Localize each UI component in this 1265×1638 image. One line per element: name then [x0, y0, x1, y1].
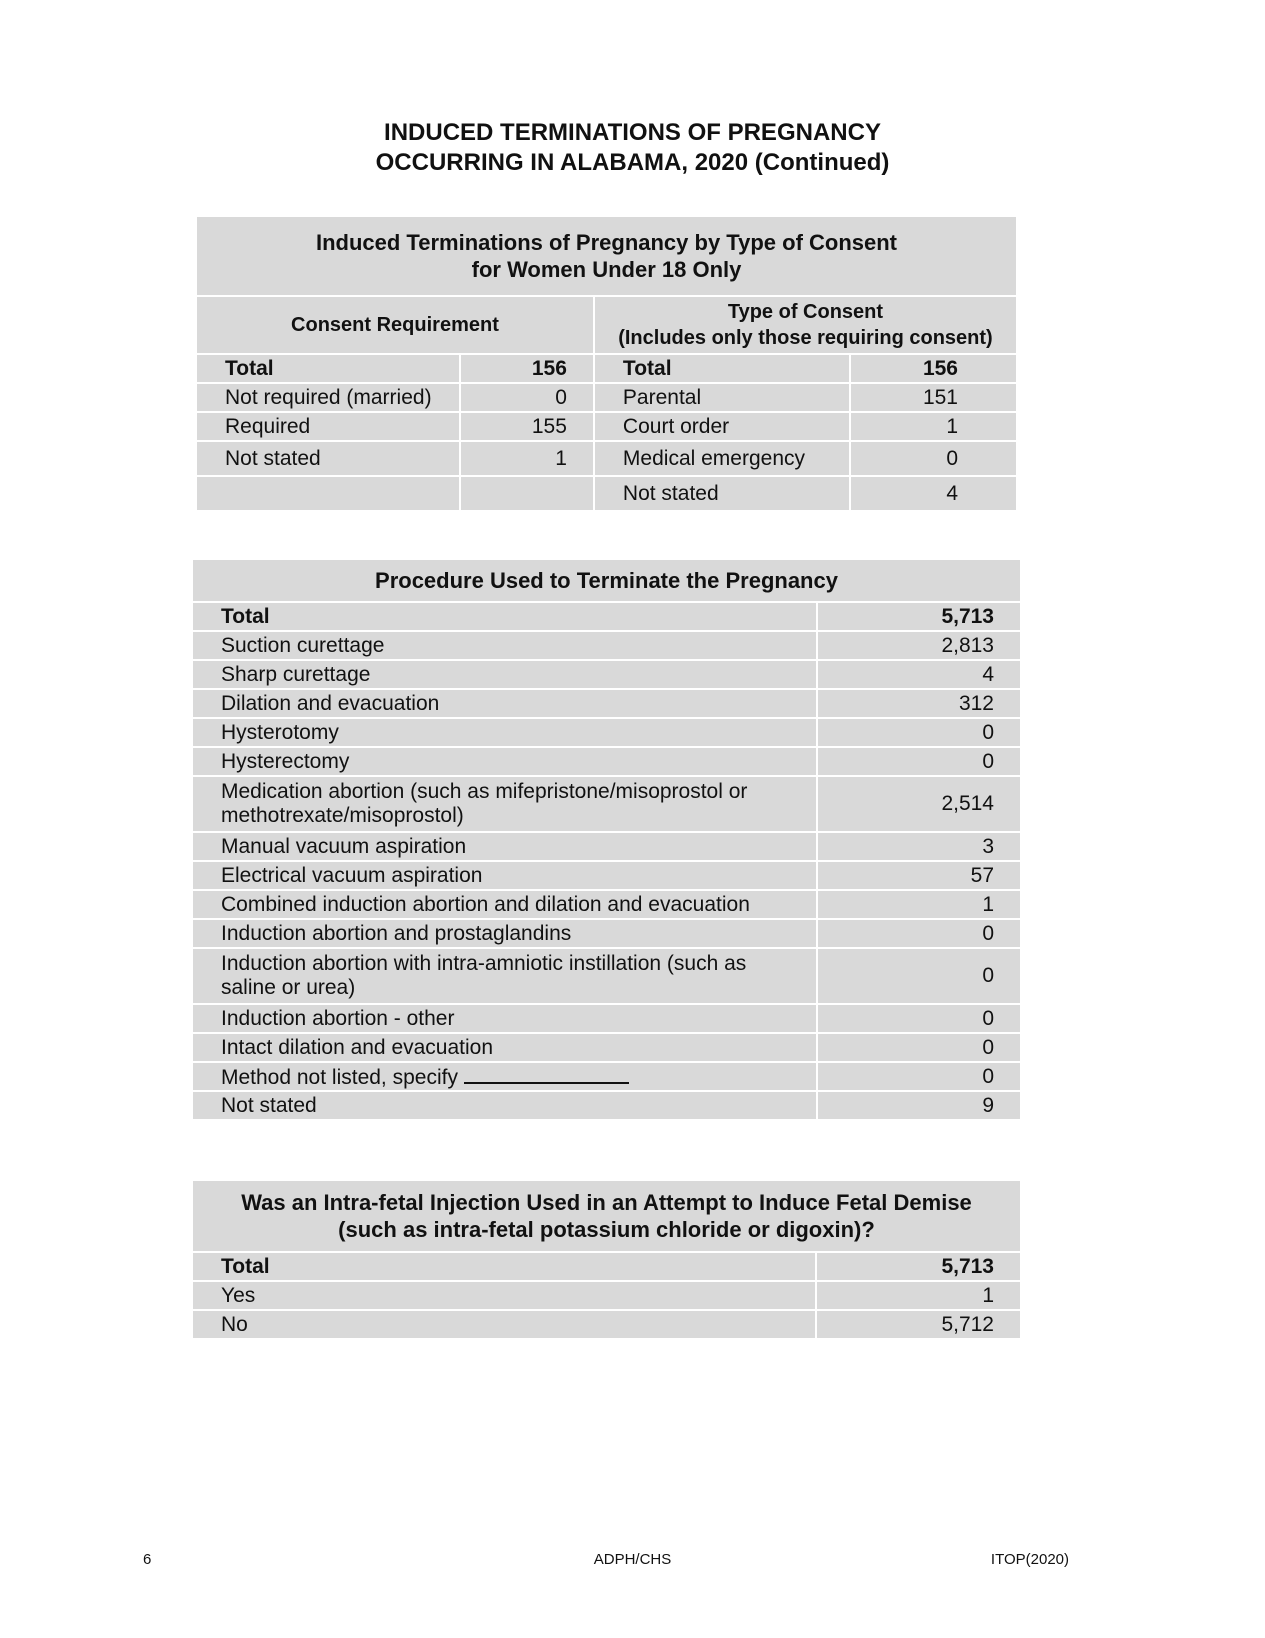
row-label: Hysterectomy	[192, 747, 817, 776]
row-value: 4	[850, 476, 1017, 511]
consent-type-header	[594, 296, 1017, 354]
row-value: 0	[817, 1033, 1021, 1062]
table-row	[192, 1252, 1021, 1281]
row-label: Not stated	[196, 441, 460, 476]
row-value: 0	[850, 441, 1017, 476]
footer-right: ITOP(2020)	[990, 1551, 1069, 1568]
injection-table	[191, 1179, 1022, 1340]
table-row	[192, 919, 1021, 948]
row-value: 0	[817, 1004, 1021, 1033]
row-value: 0	[817, 718, 1021, 747]
table-row	[196, 412, 1017, 441]
table-row	[192, 747, 1021, 776]
row-value: 2,514	[817, 776, 1021, 832]
row-label: Court order	[594, 412, 850, 441]
row-label: No	[192, 1310, 816, 1339]
row-value: 4	[817, 660, 1021, 689]
injection-title-line1: Was an Intra-fetal Injection Used in an Attempt to Induce Fetal Demise	[241, 1190, 972, 1215]
injection-title-line2: (such as intra-fetal potassium chloride or digoxin)?	[338, 1217, 875, 1242]
row-label: Manual vacuum aspiration	[192, 832, 817, 861]
row-value: 2,813	[817, 631, 1021, 660]
table-row	[192, 1062, 1021, 1091]
row-value: 57	[817, 861, 1021, 890]
table-row	[192, 1310, 1021, 1339]
table-row	[192, 1004, 1021, 1033]
row-label-line2: methotrexate/misoprostol)	[221, 804, 464, 827]
specify-blank-line	[464, 1064, 629, 1084]
table-row	[192, 660, 1021, 689]
consent-requirement-header: Consent Requirement	[196, 296, 594, 354]
row-value: 0	[817, 919, 1021, 948]
consent-table	[195, 215, 1018, 512]
table-row	[192, 602, 1021, 631]
row-value: 5,713	[816, 1252, 1021, 1281]
table-row	[192, 718, 1021, 747]
table-row	[192, 861, 1021, 890]
page-number: 6	[143, 1551, 152, 1568]
empty-cell	[196, 476, 460, 511]
row-value: 0	[817, 948, 1021, 1004]
injection-table-title	[192, 1180, 1021, 1252]
table-row	[196, 441, 1017, 476]
table-row	[192, 832, 1021, 861]
row-value: 156	[460, 354, 594, 383]
table-row	[192, 1033, 1021, 1062]
table-row	[192, 948, 1021, 1004]
row-label: Hysterotomy	[192, 718, 817, 747]
row-label: Total	[192, 602, 817, 631]
table-row	[192, 1281, 1021, 1310]
row-label	[192, 948, 817, 1004]
row-value: 5,712	[816, 1310, 1021, 1339]
row-label: Not stated	[192, 1091, 817, 1120]
table-row	[192, 890, 1021, 919]
consent-title-line1: Induced Terminations of Pregnancy by Type of Consent	[315, 230, 898, 255]
consent-type-header-line1: Type of Consent	[727, 301, 884, 323]
row-value: 1	[850, 412, 1017, 441]
table-row	[192, 1091, 1021, 1120]
row-label: Intact dilation and evacuation	[192, 1033, 817, 1062]
row-label-line1: Induction abortion with intra-amniotic instillation (such as	[221, 952, 747, 975]
row-value: 1	[817, 890, 1021, 919]
procedure-table	[191, 558, 1022, 1121]
procedure-table-title: Procedure Used to Terminate the Pregnancy	[192, 559, 1021, 602]
row-label	[192, 776, 817, 832]
row-label: Sharp curettage	[192, 660, 817, 689]
row-value: 0	[460, 383, 594, 412]
table-row	[196, 354, 1017, 383]
row-label: Dilation and evacuation	[192, 689, 817, 718]
row-label	[192, 1062, 817, 1091]
table-row	[196, 383, 1017, 412]
table-row	[192, 776, 1021, 832]
row-label: Combined induction abortion and dilation and evacuation	[192, 890, 817, 919]
row-value: 0	[817, 747, 1021, 776]
consent-table-title	[196, 216, 1017, 296]
row-value: 9	[817, 1091, 1021, 1120]
page-title	[0, 118, 1265, 178]
table-row	[196, 476, 1017, 511]
row-label: Required	[196, 412, 460, 441]
row-value: 3	[817, 832, 1021, 861]
row-value: 5,713	[817, 602, 1021, 631]
row-value: 151	[850, 383, 1017, 412]
row-label-text: Method not listed, specify	[221, 1065, 458, 1089]
row-label: Not required (married)	[196, 383, 460, 412]
row-value: 1	[816, 1281, 1021, 1310]
table-row	[192, 631, 1021, 660]
consent-type-header-line2: (Includes only those requiring consent)	[618, 327, 993, 349]
row-label: Induction abortion - other	[192, 1004, 817, 1033]
page-title-line1: INDUCED TERMINATIONS OF PREGNANCY	[384, 119, 881, 146]
row-value: 0	[817, 1062, 1021, 1091]
row-value: 1	[460, 441, 594, 476]
row-label: Not stated	[594, 476, 850, 511]
row-label: Total	[192, 1252, 816, 1281]
row-label: Electrical vacuum aspiration	[192, 861, 817, 890]
row-label: Induction abortion and prostaglandins	[192, 919, 817, 948]
row-label-line1: Medication abortion (such as mifepristone/misoprostol or	[221, 780, 748, 803]
table-row	[192, 689, 1021, 718]
row-value: 156	[850, 354, 1017, 383]
row-label-line2: saline or urea)	[221, 976, 356, 999]
row-label: Suction curettage	[192, 631, 817, 660]
row-label: Medical emergency	[594, 441, 850, 476]
row-label: Yes	[192, 1281, 816, 1310]
empty-cell	[460, 476, 594, 511]
page-title-line2: OCCURRING IN ALABAMA, 2020 (Continued)	[375, 149, 890, 176]
row-label: Total	[196, 354, 460, 383]
row-value: 312	[817, 689, 1021, 718]
row-label: Total	[594, 354, 850, 383]
consent-title-line2: for Women Under 18 Only	[471, 257, 742, 282]
row-value: 155	[460, 412, 594, 441]
footer-center: ADPH/CHS	[593, 1551, 672, 1568]
row-label: Parental	[594, 383, 850, 412]
